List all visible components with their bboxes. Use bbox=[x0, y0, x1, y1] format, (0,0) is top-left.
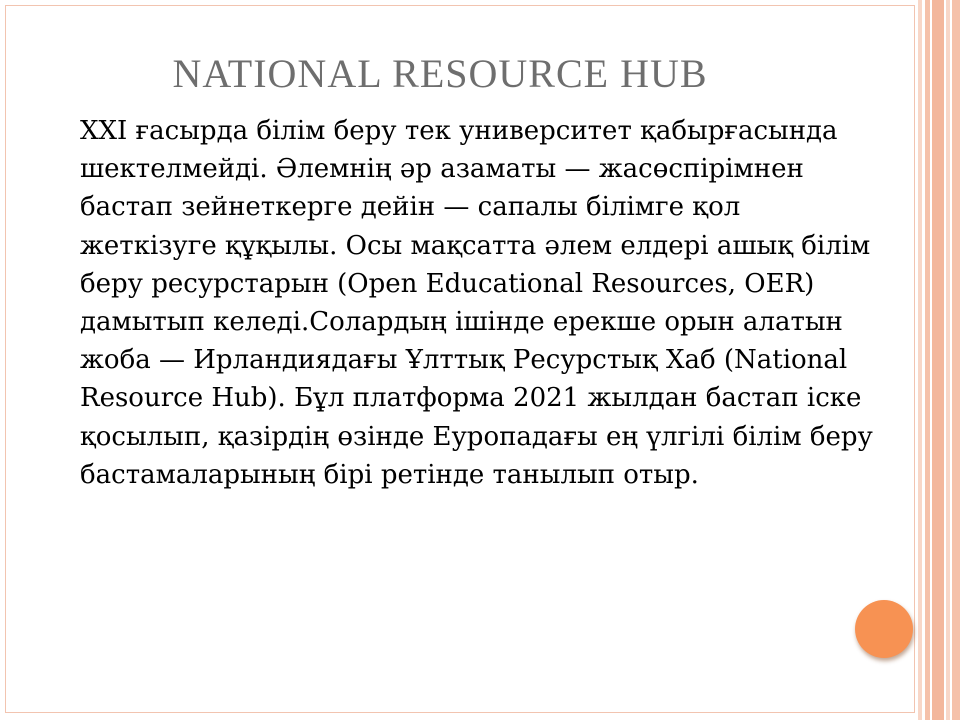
decorative-stripe bbox=[925, 0, 930, 720]
decorative-stripe bbox=[932, 0, 944, 720]
slide-body-text: XXI ғасырда білім беру тек университет қабырғасында шектелмейді. Әлемнің әр азаматы — жасөспірімнен бастап зейнеткерге дейін — сапалы білімге қол жеткізуге құқылы. Осы мақсатта әлем елдері ашық білім беру ресурстарын (Open Educational Resources, OER) дамытып келеді.Солардың ішінде ерекше орын алатын жоба — Ирландиядағы Ұлттық Ресурстық Хаб (National Resource Hub). Бұл платформа 2021 жылдан бастап іске қосылып, қазірдің өзінде Еуропадағы ең үлгілі білім беру бастамаларының бірі ретінде танылып отыр. bbox=[80, 116, 873, 490]
decorative-stripe bbox=[946, 0, 950, 720]
slide-title: NATIONAL RESOURCE HUB bbox=[172, 51, 708, 96]
decorative-stripe bbox=[918, 0, 922, 720]
decorative-stripe bbox=[952, 0, 960, 720]
decorative-circle bbox=[855, 600, 913, 658]
